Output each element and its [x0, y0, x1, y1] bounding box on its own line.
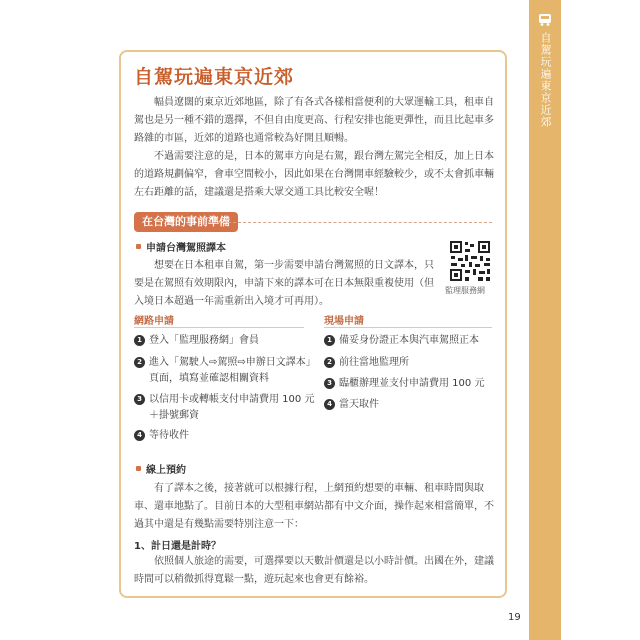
onsite-step-3: [324, 376, 484, 392]
qr-caption: 監理服務網: [445, 286, 485, 295]
bullet-icon: [136, 466, 141, 471]
step-number-badge: 2: [134, 357, 145, 368]
license-heading: 申請台灣駕照譯本: [146, 243, 226, 254]
step-text: 臨櫃辦理並支付申請費用 100 元: [339, 378, 485, 389]
step-text: 進入「駕駛人⇨駕照⇨申辦日文譯本」: [149, 357, 316, 368]
step-text-continued: 頁面，填寫並確認相關資料: [149, 373, 269, 384]
online-step-2: [134, 355, 316, 387]
booking-paragraph: 有了譯本之後，接著就可以根據行程，上網預約想要的車輛、租車時間與取車、還車地點了。目前日本的大型租車網站都有中文介面，操作起來相當簡單，不過其中還是有幾點需要特別注意一下：: [134, 483, 494, 530]
bus-icon: [538, 14, 552, 26]
intro-paragraph-1: 幅員遼闊的東京近郊地區，除了有各式各樣相當便利的大眾運輸工具，租車自駕也是另一種不錯的選擇，不但自由度更高、行程安排也能更彈性，而且比起車多路雜的市區，近郊的道路也通常較為好開且順暢。: [134, 97, 494, 144]
online-heading-rule: [134, 327, 304, 328]
step-text: 當天取件: [339, 399, 379, 410]
license-paragraph: 想要在日本租車自駕，第一步需要申請台灣駕照的日文譯本，只要是在駕照有效期限內，申請下來的譯本可在日本無限重複使用（但入境日本超過一年需重新出入境才可再用）。: [134, 260, 434, 307]
step-number-badge: 4: [134, 430, 145, 441]
bullet-icon: [136, 244, 141, 249]
section-badge: 在台灣的事前準備: [134, 212, 238, 232]
onsite-step-2: [324, 355, 409, 371]
step-text: 以信用卡或轉帳支付申請費用 100 元: [149, 394, 315, 405]
onsite-heading: 現場申請: [324, 316, 364, 327]
step-number-badge: 1: [134, 335, 145, 346]
section-divider: [208, 222, 492, 223]
question-paragraph: 依照個人旅途的需要，可選擇要以天數計價還是以小時計價。出國在外，建議時間可以稍微抓得寬鬆一點，遊玩起來也會更有餘裕。: [134, 556, 494, 585]
step-text: 登入「監理服務網」會員: [149, 335, 259, 346]
online-step-1: [134, 333, 259, 349]
question-heading: 1、計日還是計時？: [134, 541, 221, 552]
onsite-heading-rule: [324, 327, 492, 328]
step-text: 前往當地監理所: [339, 357, 409, 368]
chapter-side-tab: [529, 0, 561, 640]
onsite-step-4: [324, 397, 379, 413]
page-title: 自駕玩遍東京近郊: [134, 66, 295, 88]
booking-heading: 線上預約: [146, 465, 186, 476]
qr-code-icon: [449, 240, 491, 282]
online-step-3: [134, 392, 314, 424]
intro-paragraph-2: 不過需要注意的是，日本的駕車方向是右駕，跟台灣左駕完全相反，加上日本的道路規劃偏窄，會車空間較小，因此如果在台灣開車經驗較少，或不太會抓車輛左右距離的話，建議還是搭乘大眾交通工具比較安全喔！: [134, 151, 494, 198]
step-text: 等待收件: [149, 430, 189, 441]
step-number-badge: 3: [324, 378, 335, 389]
step-text: 備妥身份證正本與汽車駕照正本: [339, 335, 479, 346]
online-step-4: [134, 428, 189, 444]
chapter-side-label: 自駕玩遍東京近郊: [539, 32, 552, 128]
online-heading: 網路申請: [134, 316, 174, 327]
step-text-continued: ＋掛號郵資: [149, 410, 199, 421]
step-number-badge: 3: [134, 394, 145, 405]
step-number-badge: 4: [324, 399, 335, 410]
page-number: 19: [508, 612, 521, 623]
onsite-step-1: [324, 333, 479, 349]
step-number-badge: 1: [324, 335, 335, 346]
step-number-badge: 2: [324, 357, 335, 368]
